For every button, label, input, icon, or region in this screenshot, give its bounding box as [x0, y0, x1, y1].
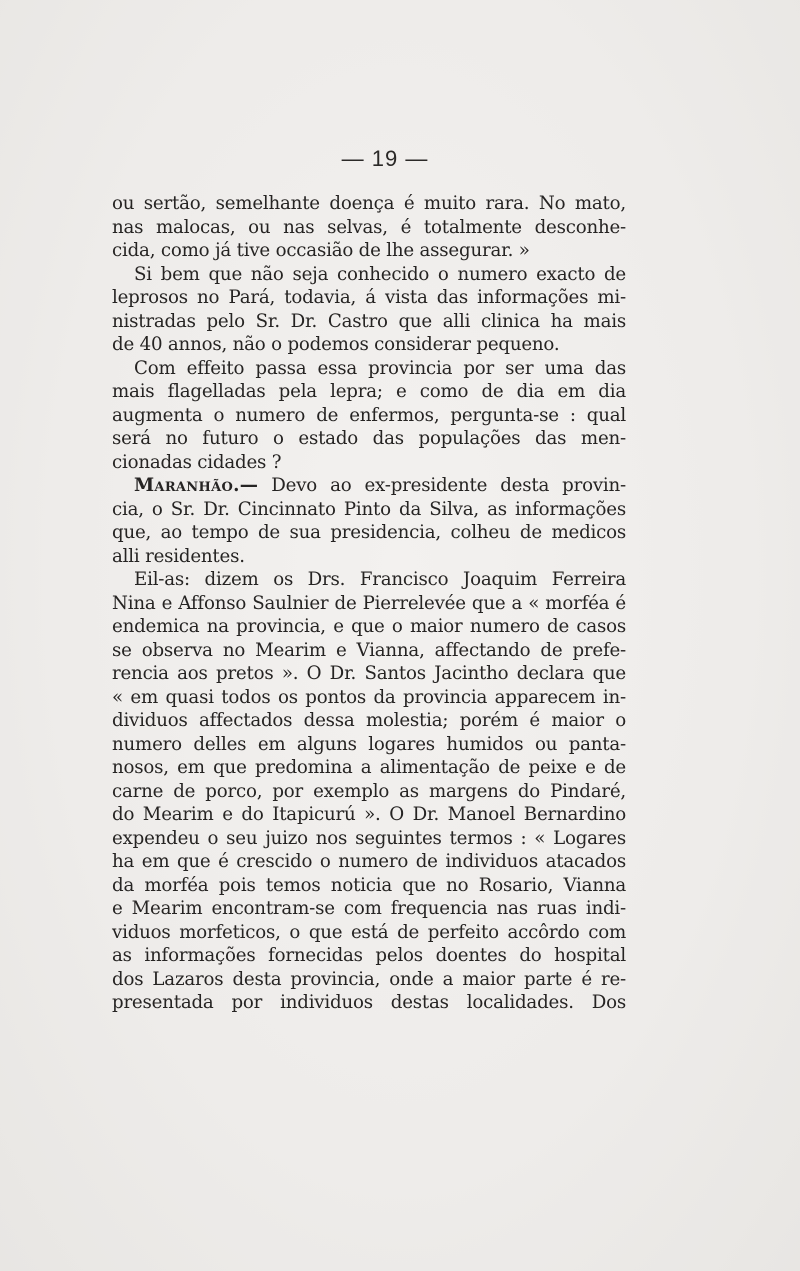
text-line: cia, o Sr. Dr. Cincinnato Pinto da Silva, as informações	[112, 498, 626, 520]
paragraphs-maranhao	[112, 498, 626, 1015]
text-line: leprosos no Pará, todavia, á vista das informações mi-	[112, 287, 626, 308]
section-heading-rest: Devo ao ex-presidente desta provin-	[258, 475, 626, 496]
text-line: Si bem que não seja conhecido o numero exacto de	[134, 263, 626, 285]
text-line: Com effeito passa essa provincia por ser uma das	[134, 357, 626, 379]
body-text	[112, 192, 626, 1015]
text-line: carne de porco, por exemplo as margens do Pindaré,	[112, 780, 626, 802]
text-line: augmenta o numero de enfermos, pergunta-se : qual	[112, 404, 626, 426]
text-line: nistradas pelo Sr. Dr. Castro que alli clinica ha mais	[112, 310, 626, 332]
text-line: dos Lazaros desta provincia, onde a maior parte é re-	[112, 968, 626, 990]
text-line: Eil-as: dizem os Drs. Francisco Joaquim Ferreira	[134, 569, 626, 590]
text-line: presentada por individuos destas localidades. Dos	[112, 992, 626, 1013]
text-line: ha em que é crescido o numero de individuos atacados	[112, 851, 626, 872]
text-line: cionadas cidades ?	[112, 451, 282, 473]
text-line: da morféa pois temos noticia que no Rosario, Vianna	[112, 874, 626, 896]
text-line: rencia aos pretos ». O Dr. Santos Jacintho declara que	[112, 663, 626, 684]
section-heading-maranhao: Maranhão.—	[134, 475, 259, 496]
text-line: será no futuro o estado das populações das men-	[112, 428, 626, 449]
text-line: e Mearim encontram-se com frequencia nas ruas indi-	[112, 898, 626, 919]
text-line: viduos morfeticos, o que está de perfeito accôrdo com	[112, 921, 626, 943]
text-line: ou sertão, semelhante doença é muito rara. No mato,	[112, 193, 626, 214]
text-line: que, ao tempo de sua presidencia, colheu de medicos	[112, 522, 626, 543]
text-line: de 40 annos, não o podemos considerar pequeno.	[112, 334, 560, 355]
text-line: nosos, em que predomina a alimentação de peixe e de	[112, 757, 626, 778]
text-line: do Mearim e do Itapicurú ». O Dr. Manoel Bernardino	[112, 804, 626, 825]
text-line: alli residentes.	[112, 545, 245, 567]
text-line: se observa no Mearim e Vianna, affectando de prefe-	[112, 639, 626, 661]
text-line: « em quasi todos os pontos da provincia apparecem in-	[112, 686, 626, 708]
section-first-line	[112, 474, 626, 498]
text-line: as informações fornecidas pelos doentes do hospital	[112, 945, 626, 966]
text-line: numero delles em alguns logares humidos ou panta-	[112, 733, 626, 755]
paragraphs-para	[112, 192, 626, 474]
text-line: mais flagelladas pela lepra; e como de dia em dia	[112, 381, 626, 402]
text-line: endemica na provincia, e que o maior numero de casos	[112, 616, 626, 637]
page-number: — 19 —	[341, 146, 429, 171]
text-line: Nina e Affonso Saulnier de Pierrelevée que a « morféa é	[112, 592, 626, 614]
text-line: expendeu o seu juizo nos seguintes termos : « Logares	[112, 827, 626, 849]
text-line: cida, como já tive occasião de lhe assegurar. »	[112, 240, 530, 261]
text-line: dividuos affectados dessa molestia; porém é maior o	[112, 710, 626, 731]
text-line: nas malocas, ou nas selvas, é totalmente desconhe-	[112, 216, 626, 238]
